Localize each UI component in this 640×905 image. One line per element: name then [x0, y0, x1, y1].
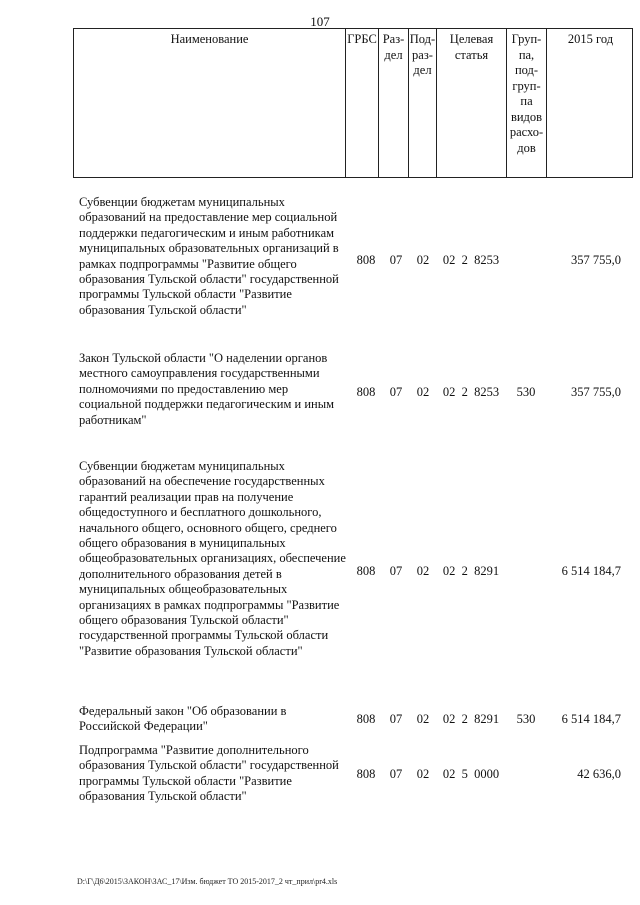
- header-razdel: Раз- дел: [379, 29, 409, 177]
- table-header: [73, 28, 633, 178]
- row-podrazdel: 02: [416, 253, 430, 267]
- row-amount: 42 636,0: [577, 767, 621, 781]
- row-group: 530: [516, 712, 536, 726]
- row-razdel: 07: [389, 385, 403, 399]
- row-amount: 6 514 184,7: [561, 564, 621, 578]
- row-grbs: 808: [356, 712, 376, 726]
- row-amount: 6 514 184,7: [561, 712, 621, 726]
- row-target: 02 2 8253: [442, 385, 500, 399]
- row-amount: 357 755,0: [571, 385, 621, 399]
- header-name: Наименование: [74, 29, 346, 177]
- row-name: Закон Тульской области "О наделении органов местного самоуправления государственными полномочиями по предоставлению мер социальной поддержки педагогическим и иным работникам": [79, 351, 335, 427]
- row-grbs: 808: [356, 564, 376, 578]
- row-name: Федеральный закон "Об образовании в Российской Федерации": [79, 704, 287, 734]
- header-podrazdel: Под- раз- дел: [409, 29, 437, 177]
- row-grbs: 808: [356, 767, 376, 781]
- row-razdel: 07: [389, 712, 403, 726]
- page-number: 107: [310, 14, 330, 29]
- row-target: 02 2 8291: [442, 564, 500, 578]
- row-name: Субвенции бюджетам муниципальных образований на обеспечение государственных гарантий реализации прав на получение общедоступного и бесплатного дошкольного, начального общего, основного общего, среднего общего образования в муниципальных общеобразовательных организациях, обеспечение дополнительного образования детей в муниципальных общеобразовательных организациях в рамках подпрограммы "Развитие общего образования Тульской области" государственной программы Тульской области "Развитие образования Тульской области": [79, 459, 346, 658]
- row-target: 02 2 8291: [442, 712, 500, 726]
- header-year: 2015 год: [567, 32, 614, 46]
- row-name: Подпрограмма "Развитие дополнительного образования Тульской области" государственной программы Тульской области "Развитие образования Тульской области": [79, 743, 339, 804]
- row-razdel: 07: [389, 253, 403, 267]
- row-podrazdel: 02: [416, 712, 430, 726]
- row-target: 02 5 0000: [442, 767, 500, 781]
- row-razdel: 07: [389, 767, 403, 781]
- row-grbs: 808: [356, 385, 376, 399]
- row-name: Субвенции бюджетам муниципальных образований на предоставление мер социальной поддержки педагогическим и иным работникам муниципальных образовательных организаций в рамках подпрограммы "Развитие общего образования Тульской области" государственной программы Тульской области "Развитие образования Тульской области": [79, 195, 339, 317]
- row-grbs: 808: [356, 253, 376, 267]
- header-target-article: Целевая статья: [437, 29, 507, 177]
- row-target: 02 2 8253: [442, 253, 500, 267]
- row-podrazdel: 02: [416, 564, 430, 578]
- row-podrazdel: 02: [416, 385, 430, 399]
- file-path-footer: D:\Г\Д6\2015\ЗАКОН\ЗАС_17\Изм. бюджет ТО 2015-2017_2 чт_прил\pr4.xls: [77, 877, 338, 886]
- header-grbs: ГРБС: [346, 29, 379, 177]
- row-group: 530: [516, 385, 536, 399]
- row-amount: 357 755,0: [571, 253, 621, 267]
- row-razdel: 07: [389, 564, 403, 578]
- row-podrazdel: 02: [416, 767, 430, 781]
- header-expense-group: Груп- па, под- груп- па видов расхо- дов: [507, 29, 547, 177]
